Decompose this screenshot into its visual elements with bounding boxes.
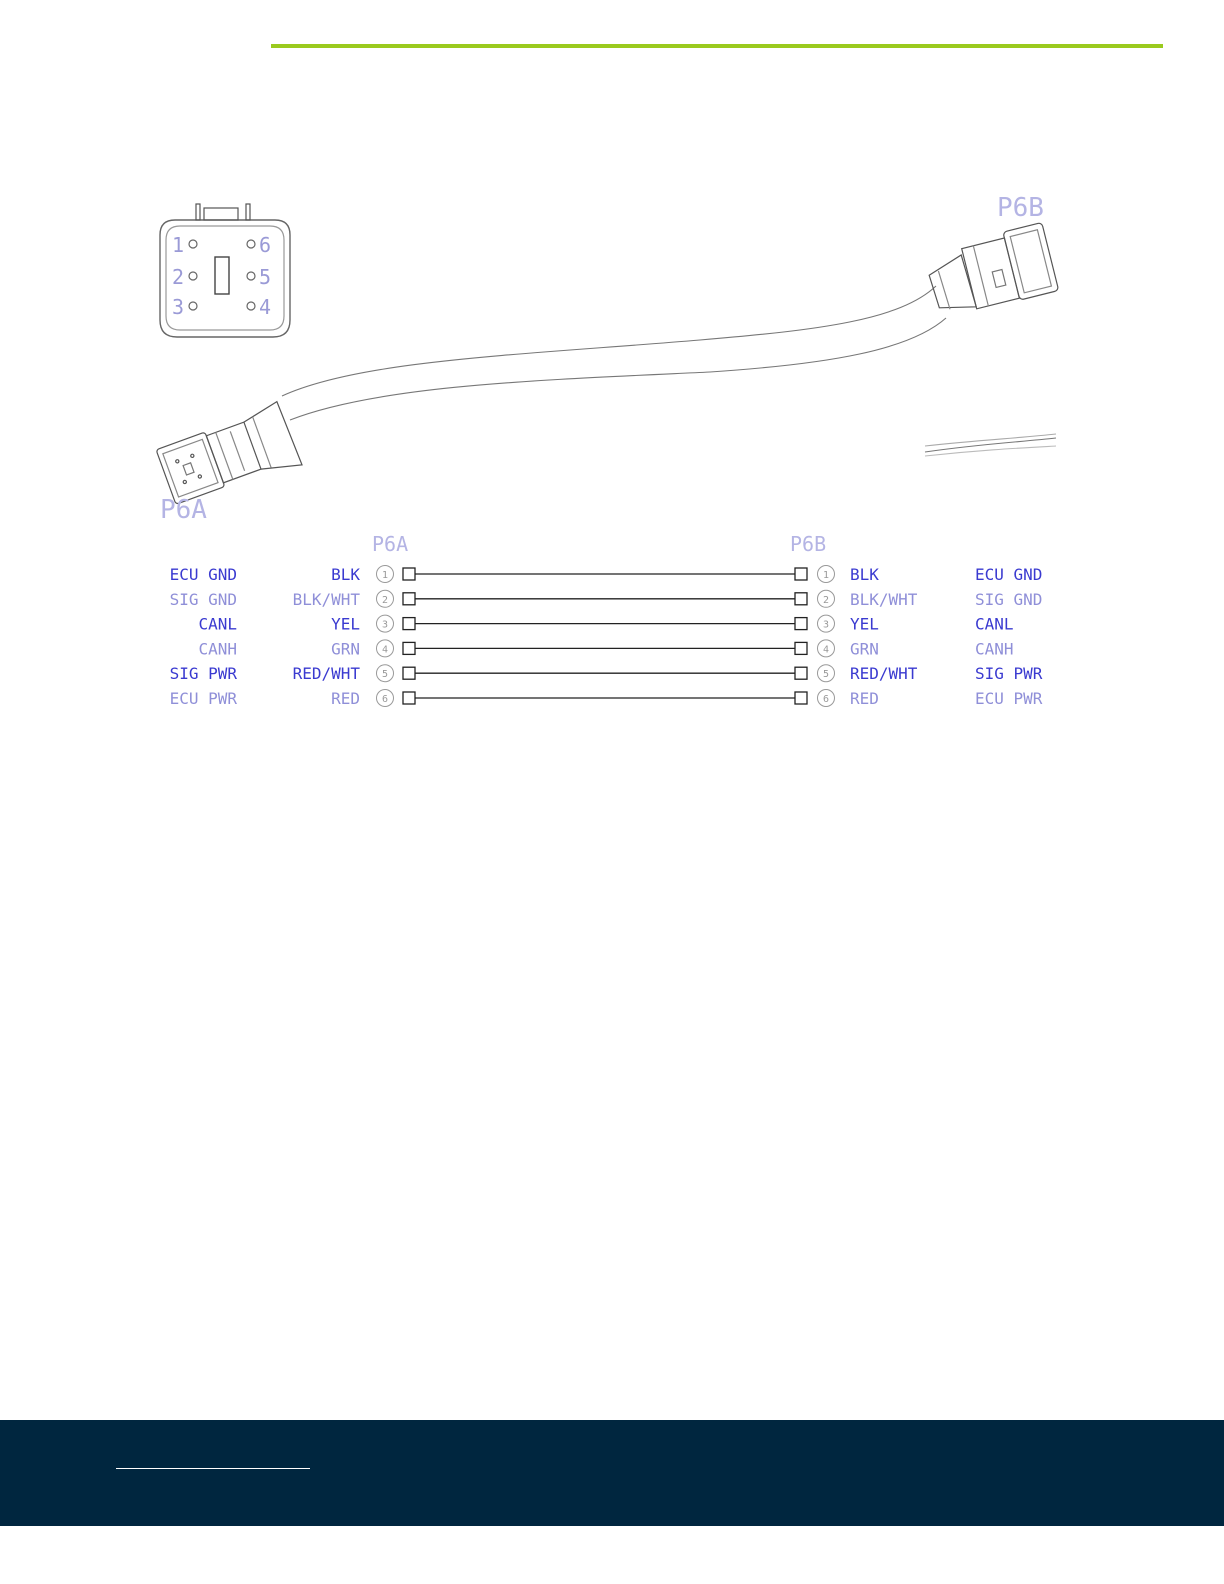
connector-label-p6a: P6A	[160, 495, 207, 525]
left-signal-label: SIG PWR	[169, 664, 237, 684]
left-terminal	[403, 642, 415, 654]
left-wire-color-label: RED/WHT	[292, 664, 360, 684]
right-pin-number: 3	[822, 619, 830, 631]
right-terminal	[795, 618, 807, 630]
left-pin-number: 1	[381, 570, 389, 581]
left-terminal	[403, 692, 415, 704]
left-terminal	[403, 568, 415, 580]
left-terminal	[403, 667, 415, 679]
left-terminal	[403, 618, 415, 630]
connector-face-pin-labels	[172, 233, 271, 319]
footer-rule	[116, 1468, 310, 1469]
left-signal-label: CANH	[198, 639, 237, 659]
connector-label-p6b: P6B	[997, 193, 1044, 223]
pinout-row	[170, 590, 1043, 609]
pinout-row	[170, 689, 1043, 708]
face-pin-label: 2	[172, 265, 185, 289]
pinout-rows	[170, 565, 1043, 708]
connector-p6a-drawing	[155, 401, 302, 510]
right-signal-label: ECU GND	[975, 565, 1043, 584]
left-pin-number: 6	[381, 694, 389, 705]
pinout-row	[198, 615, 1013, 634]
right-terminal	[795, 593, 807, 605]
left-wire-color-label: BLK/WHT	[292, 589, 360, 609]
face-pin-label: 4	[259, 295, 272, 319]
left-signal-label: SIG GND	[169, 589, 237, 609]
right-wire-color-label: RED/WHT	[850, 664, 918, 684]
connector-p6b-drawing	[923, 222, 1058, 319]
pinout-row	[170, 664, 1043, 683]
left-wire-color-label: RED	[331, 689, 360, 708]
page-footer	[0, 1420, 1224, 1526]
pinout-header-left: P6A	[372, 532, 409, 556]
right-wire-color-label: RED	[850, 689, 879, 708]
right-terminal	[795, 642, 807, 654]
left-pin-number: 3	[381, 619, 389, 631]
right-terminal	[795, 667, 807, 679]
left-pin-number: 2	[381, 594, 389, 606]
left-signal-label: ECU GND	[169, 565, 237, 584]
right-signal-label: SIG GND	[975, 589, 1043, 609]
cable	[282, 286, 1056, 456]
right-wire-color-label: YEL	[850, 614, 879, 634]
pinout-row	[170, 565, 1043, 584]
face-pin-label: 3	[172, 295, 185, 319]
right-wire-color-label: BLK	[850, 565, 879, 584]
right-wire-color-label: GRN	[850, 639, 879, 659]
right-terminal	[795, 692, 807, 704]
left-wire-color-label: YEL	[331, 614, 360, 634]
right-pin-number: 6	[822, 694, 830, 705]
right-terminal	[795, 568, 807, 580]
face-pin-label: 1	[172, 233, 185, 257]
right-pin-number: 4	[822, 644, 830, 656]
right-pin-number: 1	[822, 570, 830, 581]
left-pin-number: 4	[381, 644, 389, 656]
right-signal-label: CANL	[975, 614, 1014, 634]
left-wire-color-label: GRN	[331, 639, 360, 659]
right-pin-number: 2	[822, 594, 830, 606]
face-pin-label: 5	[259, 265, 272, 289]
left-signal-label: CANL	[198, 614, 237, 634]
face-pin-label: 6	[259, 233, 272, 257]
pinout-header-right: P6B	[790, 532, 827, 556]
right-pin-number: 5	[822, 669, 830, 681]
left-pin-number: 5	[381, 669, 389, 681]
pinout-table	[170, 532, 1043, 708]
left-wire-color-label: BLK	[331, 565, 360, 584]
right-wire-color-label: BLK/WHT	[850, 589, 918, 609]
right-signal-label: SIG PWR	[975, 664, 1043, 684]
left-signal-label: ECU PWR	[169, 689, 237, 708]
left-terminal	[403, 593, 415, 605]
right-signal-label: ECU PWR	[975, 689, 1043, 708]
pinout-row	[198, 639, 1013, 658]
right-signal-label: CANH	[975, 639, 1014, 659]
